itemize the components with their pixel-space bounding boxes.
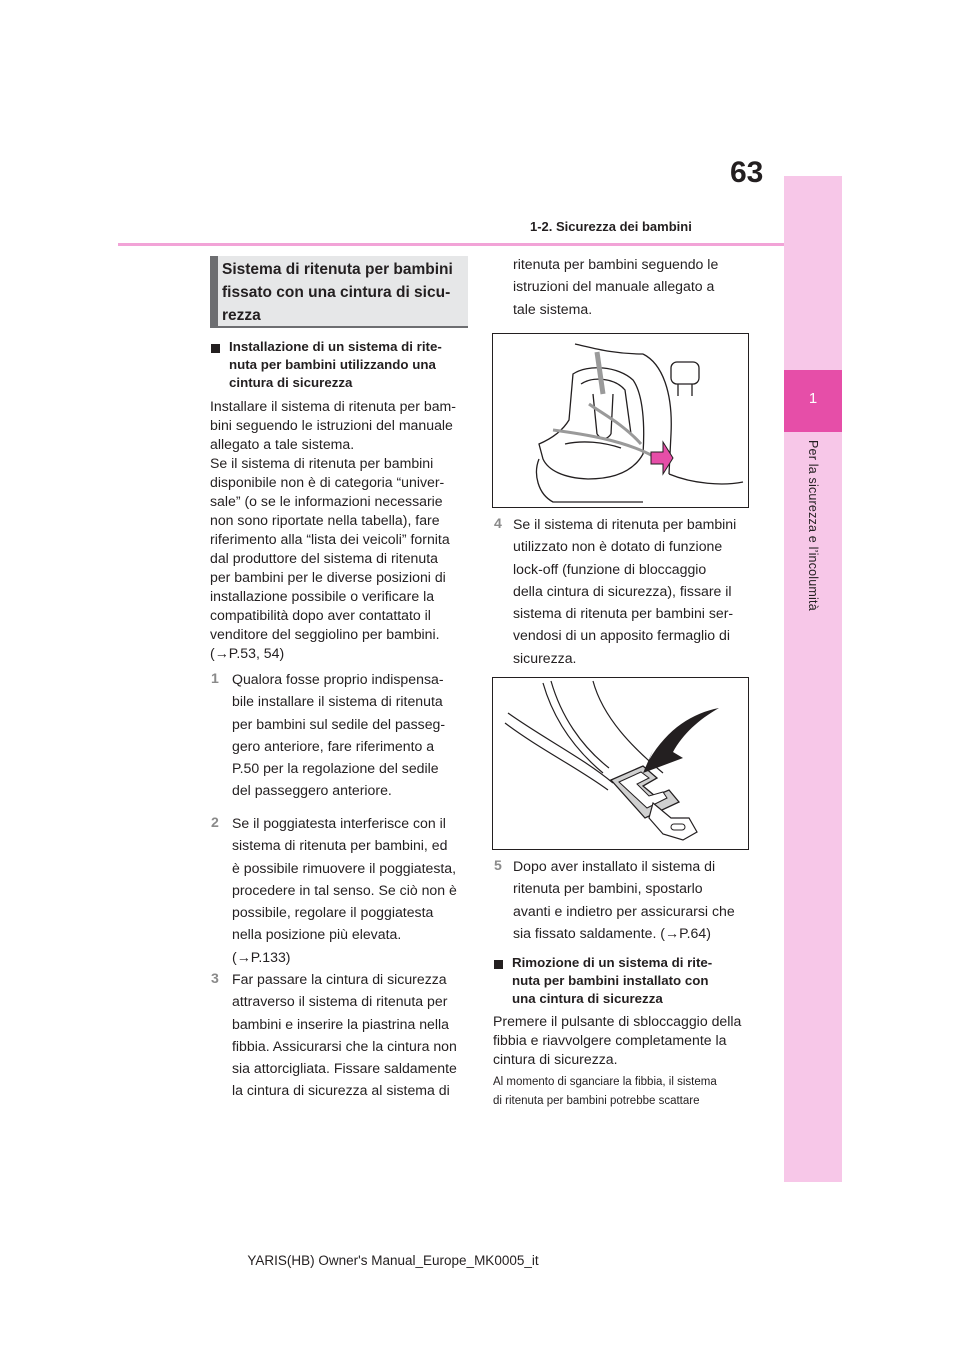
text-line: avanti e indietro per assicurarsi che xyxy=(513,902,735,919)
chapter-title: Per la sicurezza e l’incolumità xyxy=(806,440,820,611)
subheading-install xyxy=(229,338,442,392)
text-line: riferimento alla “lista dei veicoli” fornita xyxy=(210,531,450,547)
text-line: lock-off (funzione di bloccaggio xyxy=(513,560,707,577)
text-line: Qualora fosse proprio indispensa- xyxy=(232,671,444,687)
text-line: fibbia e riavvolgere completamente la xyxy=(493,1032,727,1048)
header-rule xyxy=(118,243,784,246)
footer-manual-id: YARIS(HB) Owner's Manual_Europe_MK0005_it xyxy=(247,1253,539,1268)
text-line: (→P.53, 54) xyxy=(210,645,285,661)
text-line: non sono riportate nella tabella), fare xyxy=(210,512,440,528)
text-line: (→P.133) xyxy=(232,948,291,965)
text-line: sia fissato saldamente. (→P.64) xyxy=(513,924,711,941)
subheading-line: Installazione di un sistema di rite- xyxy=(229,339,442,354)
text-line: tale sistema. xyxy=(513,300,593,317)
text-line: è possibile rimuovere il poggiatesta, xyxy=(232,859,457,876)
text-line: sale” (o se le informazioni necessarie xyxy=(210,493,443,509)
text-line: Premere il pulsante di sbloccaggio della xyxy=(493,1013,742,1029)
step-3-text xyxy=(232,968,457,1102)
chapter-side-tab xyxy=(784,176,842,1182)
section-heading-line: rezza xyxy=(222,307,261,324)
text-line: la cintura di sicurezza al sistema di xyxy=(232,1082,450,1099)
text-line: sistema di ritenuta per bambini, ed xyxy=(232,837,448,854)
step-number: 4 xyxy=(494,515,502,531)
text-line: fibbia. Assicurarsi che la cintura non xyxy=(232,1037,457,1054)
step-number: 2 xyxy=(211,814,219,830)
subheading-removal xyxy=(512,954,712,1008)
text-line: utilizzato non è dotato di funzione xyxy=(513,538,723,555)
text-line: di ritenuta per bambini potrebbe scattare xyxy=(493,1095,700,1107)
square-bullet-icon xyxy=(211,344,220,353)
text-line: Far passare la cintura di sicurezza xyxy=(232,971,447,987)
text-line: Al momento di sganciare la fibbia, il sistema xyxy=(493,1076,717,1088)
text-line: installazione possibile o verificare la xyxy=(210,588,435,604)
subheading-line: nuta per bambini installato con xyxy=(512,973,709,988)
subheading-line: una cintura di sicurezza xyxy=(512,991,663,1006)
text-line: ritenuta per bambini, spostarlo xyxy=(513,880,703,897)
subheading-line: nuta per bambini utilizzando una xyxy=(229,357,436,372)
text-line: nella posizione più elevata. xyxy=(232,926,402,943)
step-5-text xyxy=(513,855,735,944)
text-line: per bambini sul sedile del passeg- xyxy=(232,715,446,732)
subheading-line: cintura di sicurezza xyxy=(229,375,353,390)
text-line: per bambini per le diverse posizioni di xyxy=(210,569,446,585)
locking-clip-drawing xyxy=(493,678,748,849)
chapter-number: 1 xyxy=(808,390,818,407)
section-heading xyxy=(222,258,464,327)
step-1-text xyxy=(232,668,445,802)
child-seat-drawing xyxy=(493,334,748,507)
step-number: 5 xyxy=(494,857,502,873)
text-line: gero anteriore, fare riferimento a xyxy=(232,737,435,754)
text-line: sistema di ritenuta per bambini ser- xyxy=(513,605,734,622)
text-line: Se il sistema di ritenuta per bambini xyxy=(210,455,434,471)
step-2-text xyxy=(232,812,457,968)
note-paragraph xyxy=(493,1073,717,1111)
section-heading-line: Sistema di ritenuta per bambini xyxy=(222,261,453,278)
section-title: 1-2. Sicurezza dei bambini xyxy=(530,219,692,234)
text-line: bile installare il sistema di ritenuta xyxy=(232,693,443,710)
text-line: P.50 per la regolazione del sedile xyxy=(232,760,439,777)
text-line: ritenuta per bambini seguendo le xyxy=(513,256,719,272)
text-line: Installare il sistema di ritenuta per bam- xyxy=(210,398,456,414)
step-3-continuation xyxy=(513,253,718,320)
text-line: possibile, regolare il poggiatesta xyxy=(232,904,434,921)
step-number: 3 xyxy=(211,970,219,986)
text-line: venditore del seggiolino per bambini. xyxy=(210,626,440,642)
text-line: cintura di sicurezza. xyxy=(493,1051,618,1067)
text-line: procedere in tal senso. Se ciò non è xyxy=(232,881,457,898)
text-line: disponibile non è di categoria “univer- xyxy=(210,474,445,490)
step-number: 1 xyxy=(211,670,219,686)
child-seat-illustration xyxy=(492,333,749,508)
text-line: vendosi di un apposito fermaglio di xyxy=(513,627,731,644)
page-number: 63 xyxy=(730,156,764,189)
text-line: sia attorcigliata. Fissare saldamente xyxy=(232,1060,457,1077)
text-line: bini seguendo le istruzioni del manuale xyxy=(210,417,453,433)
square-bullet-icon xyxy=(494,960,503,969)
locking-clip-illustration xyxy=(492,677,749,850)
text-line: sicurezza. xyxy=(513,649,577,666)
section-heading-line: fissato con una cintura di sicu- xyxy=(222,284,451,301)
text-line: istruzioni del manuale allegato a xyxy=(513,278,715,295)
text-line: Dopo aver installato il sistema di xyxy=(513,858,716,874)
step-4-text xyxy=(513,513,736,669)
text-line: attraverso il sistema di ritenuta per xyxy=(232,993,448,1010)
removal-paragraph xyxy=(493,1012,755,1069)
text-line: compatibilità dopo aver contattato il xyxy=(210,607,431,623)
text-line: Se il poggiatesta interferisce con il xyxy=(232,815,446,831)
text-line: dal produttore del sistema di ritenuta xyxy=(210,550,438,566)
text-line: del passeggero anteriore. xyxy=(232,782,392,799)
text-line: della cintura di sicurezza), fissare il xyxy=(513,582,732,599)
text-line: Se il sistema di ritenuta per bambini xyxy=(513,516,737,532)
intro-paragraph xyxy=(210,397,472,663)
text-line: bambini e inserire la piastrina nella xyxy=(232,1015,450,1032)
subheading-line: Rimozione di un sistema di rite- xyxy=(512,955,713,970)
text-line: allegato a tale sistema. xyxy=(210,436,355,452)
